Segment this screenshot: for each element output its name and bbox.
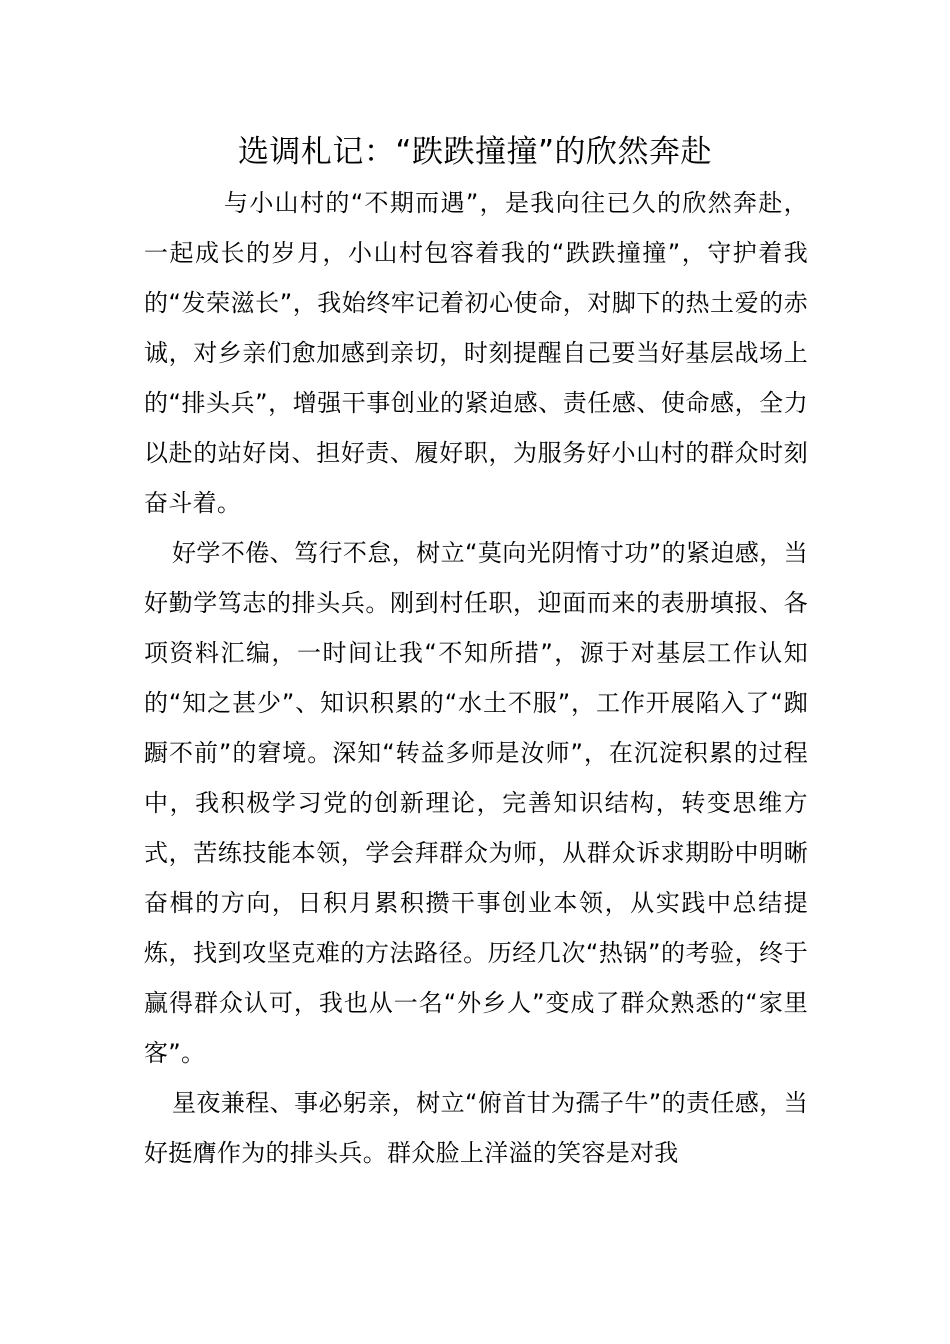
- paragraph-3: 星夜兼程、事必躬亲，树立“俯首甘为孺子牛”的责任感，当好挺膺作为的排头兵。群众脸上洋溢的笑容是对我: [144, 1089, 808, 1167]
- paragraph-2: 好学不倦、笃行不怠，树立“莫向光阴惰寸功”的紧迫感，当好勤学笃志的排头兵。刚到村任职，迎面而来的表册填报、各项资料汇编，一时间让我“不知所措”，源于对基层工作认知的“知之甚少”、知识积累的“水土不服”，工作开展陷入了“踟蹰不前”的窘境。深知“转益多师是汝师”，在沉淀积累的过程中，我积极学习党的创新理论，完善知识结构，转变思维方式，苦练技能本领，学会拜群众为师，从群众诉求期盼中明晰奋楫的方向，日积月累积攒干事创业本领，从实践中总结提炼，找到攻坚克难的方法路径。历经几次“热锅”的考验，终于赢得群众认可，我也从一名“外乡人”变成了群众熟悉的“家里客”。: [144, 539, 808, 1067]
- document-body: [144, 178, 808, 1178]
- paragraph-1: 与小山村的“不期而遇”，是我向往已久的欣然奔赴，一起成长的岁月，小山村包容着我的“跌跌撞撞”，守护着我的“发荣滋长”，我始终牢记着初心使命，对脚下的热土爱的赤诚，对乡亲们愈加感到亲切，时刻提醒自己要当好基层战场上的“排头兵”，增强干事创业的紧迫感、责任感、使命感，全力以赴的站好岗、担好责、履好职，为服务好小山村的群众时刻奋斗着。: [144, 189, 808, 517]
- document-title: 选调札记：“跌跌撞撞”的欣然奔赴: [237, 134, 713, 170]
